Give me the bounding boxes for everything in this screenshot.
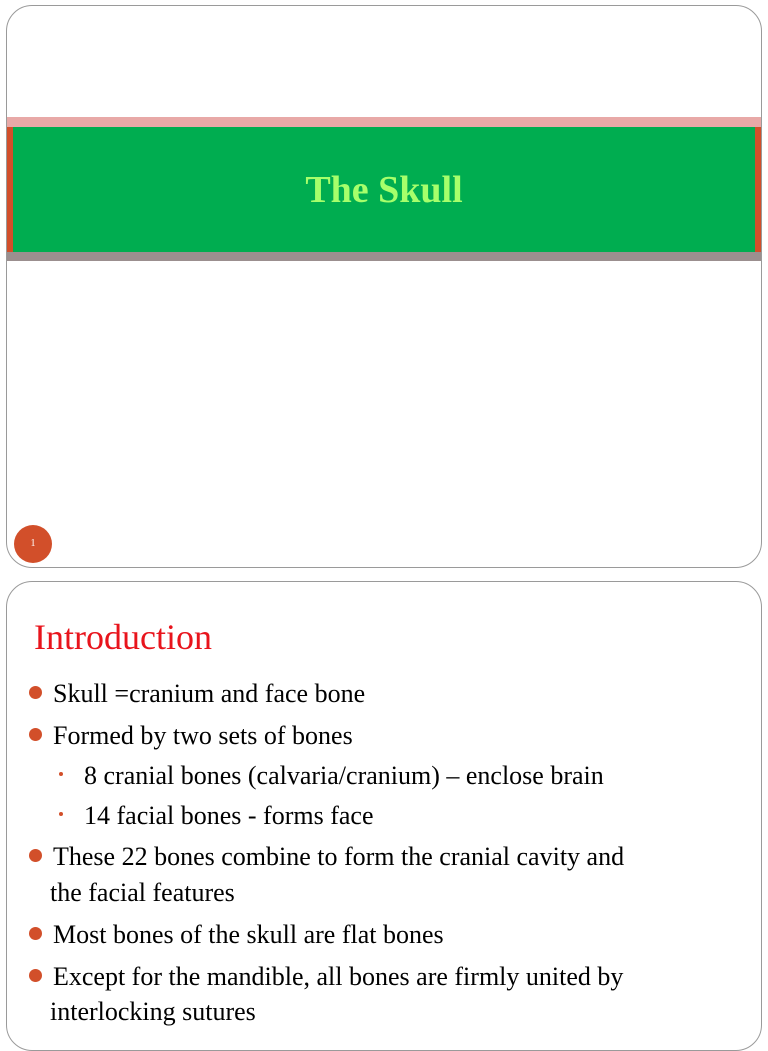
title-band-bottom-stripe	[7, 252, 761, 261]
sub-bullet-dot-icon	[59, 772, 63, 776]
bullet-text: Most bones of the skull are flat bones	[53, 920, 444, 949]
bullet-dot-icon	[29, 728, 42, 741]
content-slide	[6, 581, 762, 1051]
slide-title: The Skull	[305, 169, 463, 211]
bullet-text: Except for the mandible, all bones are firmly united by	[53, 962, 624, 991]
slide-heading: Introduction	[34, 617, 212, 657]
title-band-top-stripe	[7, 117, 761, 127]
sub-bullet-dot-icon	[59, 812, 63, 816]
bullet-dot-icon	[29, 686, 42, 699]
bullet-dot-icon	[29, 849, 42, 862]
bullet-text: Formed by two sets of bones	[53, 721, 353, 750]
bullet-text: interlocking sutures	[50, 997, 256, 1026]
title-slide	[6, 5, 762, 568]
bullet-dot-icon	[29, 927, 42, 940]
bullet-text: 8 cranial bones (calvaria/cranium) – enclose brain	[84, 761, 604, 790]
page-number-badge: 1	[14, 525, 52, 563]
bullet-text: These 22 bones combine to form the cranial cavity and	[53, 842, 625, 871]
bullet-text: Skull =cranium and face bone	[53, 679, 366, 708]
bullet-dot-icon	[29, 969, 42, 982]
bullet-text: the facial features	[50, 878, 235, 907]
bullet-text: 14 facial bones - forms face	[84, 801, 374, 830]
